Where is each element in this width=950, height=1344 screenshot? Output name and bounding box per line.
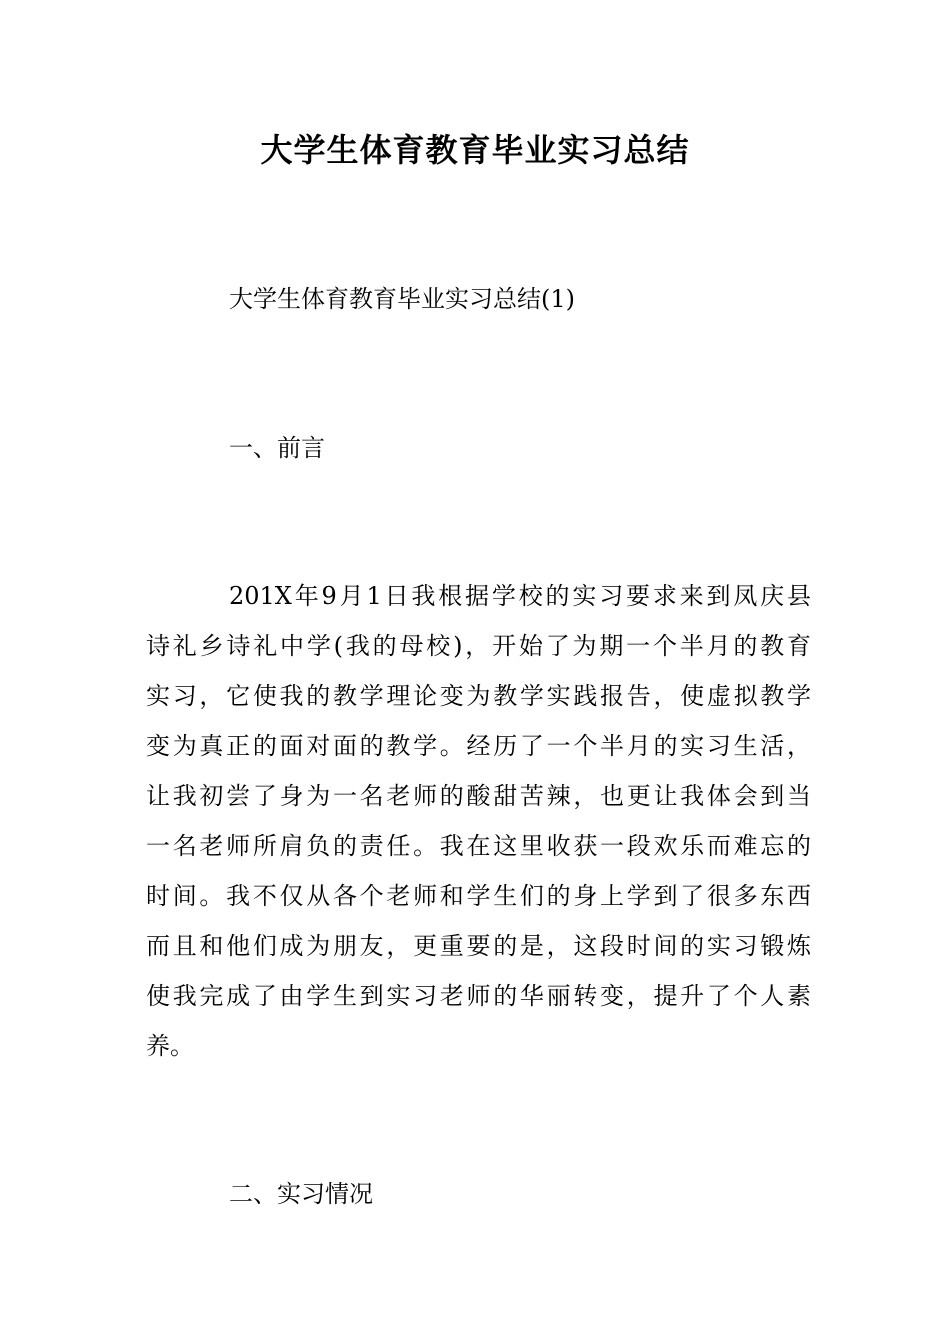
- document-subtitle: 大学生体育教育毕业实习总结(1): [229, 285, 575, 313]
- paragraph-line: 让我初尝了身为一名老师的酸甜苦辣，也更让我体会到当: [146, 782, 811, 810]
- section-heading-preface: 一、前言: [229, 434, 325, 462]
- paragraph-line: 变为真正的面对面的教学。经历了一个半月的实习生活，: [146, 732, 811, 760]
- paragraph-line: 诗礼乡诗礼中学(我的母校)，开始了为期一个半月的教育: [146, 632, 811, 660]
- paragraph-line: 时间。我不仅从各个老师和学生们的身上学到了很多东西: [146, 882, 811, 910]
- paragraph-line: 实习，它使我的教学理论变为教学实践报告，使虚拟教学: [146, 682, 811, 710]
- paragraph-line: 养。: [146, 1032, 194, 1060]
- paragraph-line: 而且和他们成为朋友，更重要的是，这段时间的实习锻炼: [146, 932, 811, 960]
- paragraph-line: 201X年9月1日我根据学校的实习要求来到凤庆县: [229, 582, 811, 610]
- paragraph-line: 一名老师所肩负的责任。我在这里收获一段欢乐而难忘的: [146, 832, 811, 860]
- preface-paragraph: [146, 580, 811, 1080]
- paragraph-line: 使我完成了由学生到实习老师的华丽转变，提升了个人素: [146, 982, 811, 1010]
- document-title: 大学生体育教育毕业实习总结: [260, 131, 690, 169]
- section-heading-internship: 二、实习情况: [229, 1180, 373, 1208]
